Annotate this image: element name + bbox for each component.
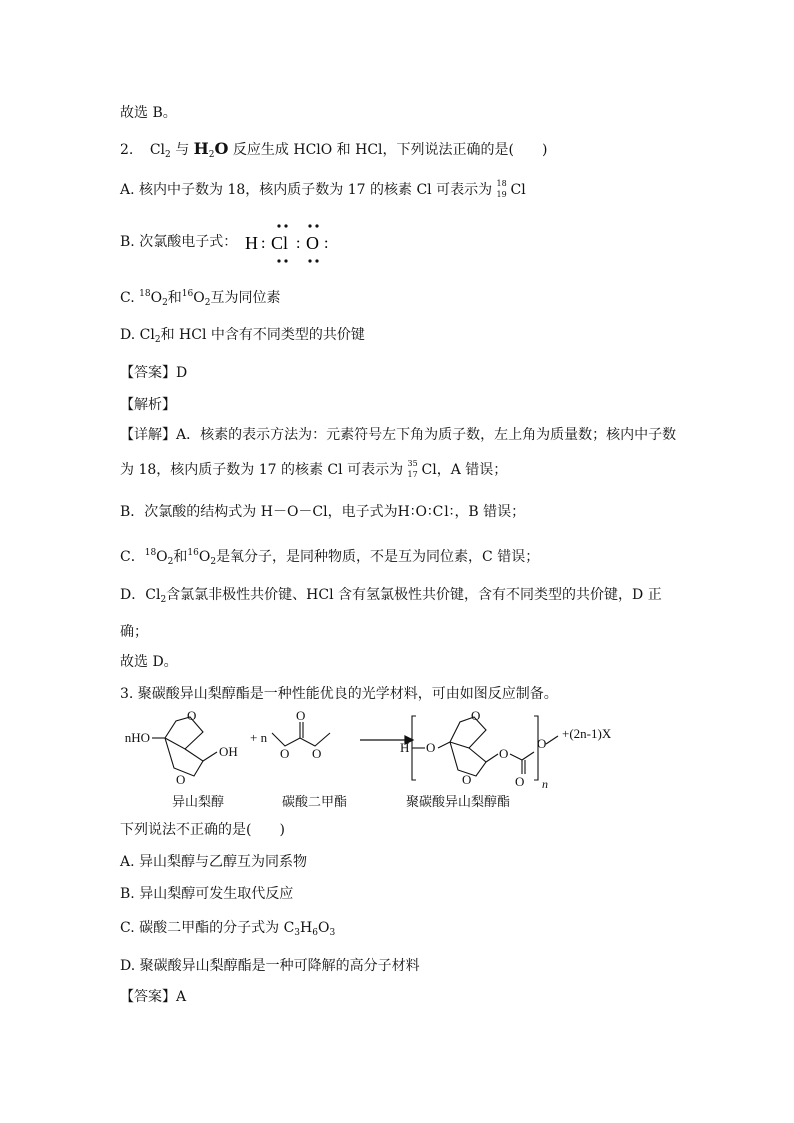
connector-text: 和 [167, 290, 182, 306]
q3-option-b [120, 884, 293, 904]
element-symbol: Cl [139, 327, 155, 343]
answer-text: 【答案】D [120, 365, 188, 381]
detail-text: 确； [120, 624, 148, 640]
subscript: 2 [210, 557, 217, 567]
question-2-stem [120, 139, 547, 165]
oxygen-atom: O [515, 774, 525, 789]
mass-number: 35 [407, 459, 418, 468]
label-dimethyl-carbonate: 碳酸二甲酯 [282, 795, 348, 810]
superscript: 16 [187, 548, 199, 558]
formula-cl: Cl [149, 142, 166, 158]
subscript: 2 [208, 150, 215, 160]
option-c [120, 284, 280, 313]
subscript: 2 [204, 298, 211, 308]
question-text: 3. 聚碳酸异山梨醇酯是一种性能优良的光学材料，可由如图反应制备。 [120, 686, 558, 702]
element-symbol: Cl [510, 182, 526, 198]
oxygen-atom: O [280, 746, 290, 761]
option-text: C. 碳酸二甲酯的分子式为 [120, 920, 280, 936]
analysis-heading [120, 395, 176, 415]
answer-text: 【答案】A [120, 989, 187, 1005]
lewis-colon: : [296, 235, 301, 252]
hclo-lewis-structure [120, 224, 480, 264]
option-text: 互为同位素 [210, 290, 281, 306]
option-label: C. [120, 290, 140, 306]
reaction-diagram [110, 708, 670, 818]
detail-text: B．次氯酸的结构式为 H－O－Cl，电子式为 [120, 504, 398, 520]
oxygen-atom: O [426, 740, 436, 755]
selection-line [120, 652, 178, 672]
subscript: 3 [294, 928, 301, 938]
question-3-stem [120, 684, 558, 704]
byproduct-label: +(2n-1)X [562, 726, 612, 741]
superscript: 18 [139, 289, 151, 299]
detail-d-line2 [120, 622, 148, 642]
proton-number: 17 [407, 470, 418, 479]
plus-n: + n [250, 730, 268, 745]
subscript: 2 [162, 298, 168, 308]
lewis-colon: : [261, 235, 266, 252]
lewis-o: O [306, 233, 319, 253]
option-text: B. 异山梨醇可发生取代反应 [120, 886, 294, 902]
option-text: A. 异山梨醇与乙醇互为同系物 [120, 854, 308, 870]
detail-text: 是氧分子，是同种物质，不是互为同位素，C 错误； [216, 549, 540, 565]
option-label: D. [120, 327, 140, 343]
polymer-h: H [400, 740, 410, 755]
isotope-notation [408, 460, 422, 480]
subscript: 2 [154, 335, 161, 345]
detail-text: 【详解】A．核素的表示方法为：元素符号左下角为质子数，左上角为质量数；核内中子数 [120, 427, 677, 443]
lewis-cl: Cl [271, 233, 289, 253]
detail-a-line2 [120, 460, 507, 480]
isosorbide-structure [152, 717, 217, 776]
detail-a-line1 [120, 425, 676, 445]
detail-text: 为 18，核内质子数为 17 的核素 Cl 可表示为 [120, 462, 404, 478]
element-symbol: O [317, 920, 330, 936]
question-text: 反应生成 HClO 和 HCl，下列说法正确的是( ) [232, 142, 548, 158]
repeat-n: n [542, 777, 548, 791]
option-text: D. 聚碳酸异山梨醇酯是一种可降解的高分子材料 [120, 958, 420, 974]
option-text: B. 次氯酸电子式： [120, 234, 238, 250]
label-polymer: 聚碳酸异山梨醇酯 [406, 795, 511, 810]
oxygen-atom: O [296, 708, 306, 723]
selection-text: 故选 B。 [120, 105, 177, 121]
detail-text: 含氯氯非极性共价键、HCl 含有氢氯极性共价键，含有不同类型的共价键，D 正 [166, 587, 662, 603]
option-d [120, 325, 365, 350]
text-line [120, 103, 177, 123]
oxygen-atom: O [312, 746, 322, 761]
subscript: 3 [329, 928, 336, 938]
option-a [120, 180, 526, 200]
superscript: 16 [181, 289, 194, 299]
label-isosorbide: 异山梨醇 [172, 795, 225, 810]
label-oh: OH [219, 744, 238, 759]
formula-h: H [193, 139, 209, 158]
element-symbol: O [150, 290, 163, 306]
element-symbol: C [283, 920, 295, 936]
connector-text: 和 [173, 549, 188, 565]
detail-d-line1 [120, 585, 662, 610]
subscript: 2 [160, 595, 167, 605]
lewis-colon: : [324, 235, 329, 252]
option-label: C． [120, 549, 145, 565]
superscript: 18 [144, 548, 157, 558]
subscript: 2 [167, 557, 174, 567]
answer-line-3 [120, 987, 186, 1007]
question-number: 2. [120, 142, 134, 158]
selection-text: 故选 D。 [120, 654, 178, 670]
option-text: A. 核内中子数为 18，核内质子数为 17 的核素 Cl 可表示为 [120, 182, 493, 198]
proton-number: 19 [496, 190, 507, 199]
question-3-ask [120, 820, 285, 840]
lewis-h: H [245, 233, 258, 253]
element-symbol: Cl [145, 587, 161, 603]
electron-formula: H∶O∶Cl∶ [397, 504, 455, 520]
analysis-text: 【解析】 [120, 397, 176, 413]
connector-text: 与 [175, 142, 190, 158]
label-nho: nHO [124, 730, 150, 745]
oxygen-atom: O [471, 708, 481, 723]
element-symbol: O [156, 549, 168, 565]
option-text: 和 HCl 中含有不同类型的共价键 [160, 327, 365, 343]
formula-o: O [214, 139, 229, 158]
option-label: D． [120, 587, 146, 603]
detail-text: Cl，A 错误； [421, 462, 508, 478]
dimethyl-carbonate-structure [272, 722, 330, 746]
q3-option-a [120, 852, 307, 872]
oxygen-atom: O [176, 772, 186, 787]
mass-number: 18 [496, 179, 507, 188]
q3-option-d [120, 956, 420, 976]
question-text: 下列说法不正确的是( ) [120, 822, 285, 838]
detail-text: ，B 错误； [454, 504, 526, 520]
element-symbol: O [198, 549, 211, 565]
q3-option-c [120, 918, 335, 943]
subscript: 2 [165, 150, 171, 160]
oxygen-atom: O [537, 736, 547, 751]
answer-line [120, 363, 187, 383]
element-symbol: H [300, 920, 313, 936]
subscript: 6 [312, 928, 318, 938]
detail-b [120, 502, 525, 522]
isotope-notation [497, 180, 511, 200]
oxygen-atom: O [499, 746, 509, 761]
oxygen-atom: O [187, 708, 197, 723]
element-symbol: O [193, 290, 205, 306]
detail-c [120, 543, 539, 572]
oxygen-atom: O [462, 772, 472, 787]
